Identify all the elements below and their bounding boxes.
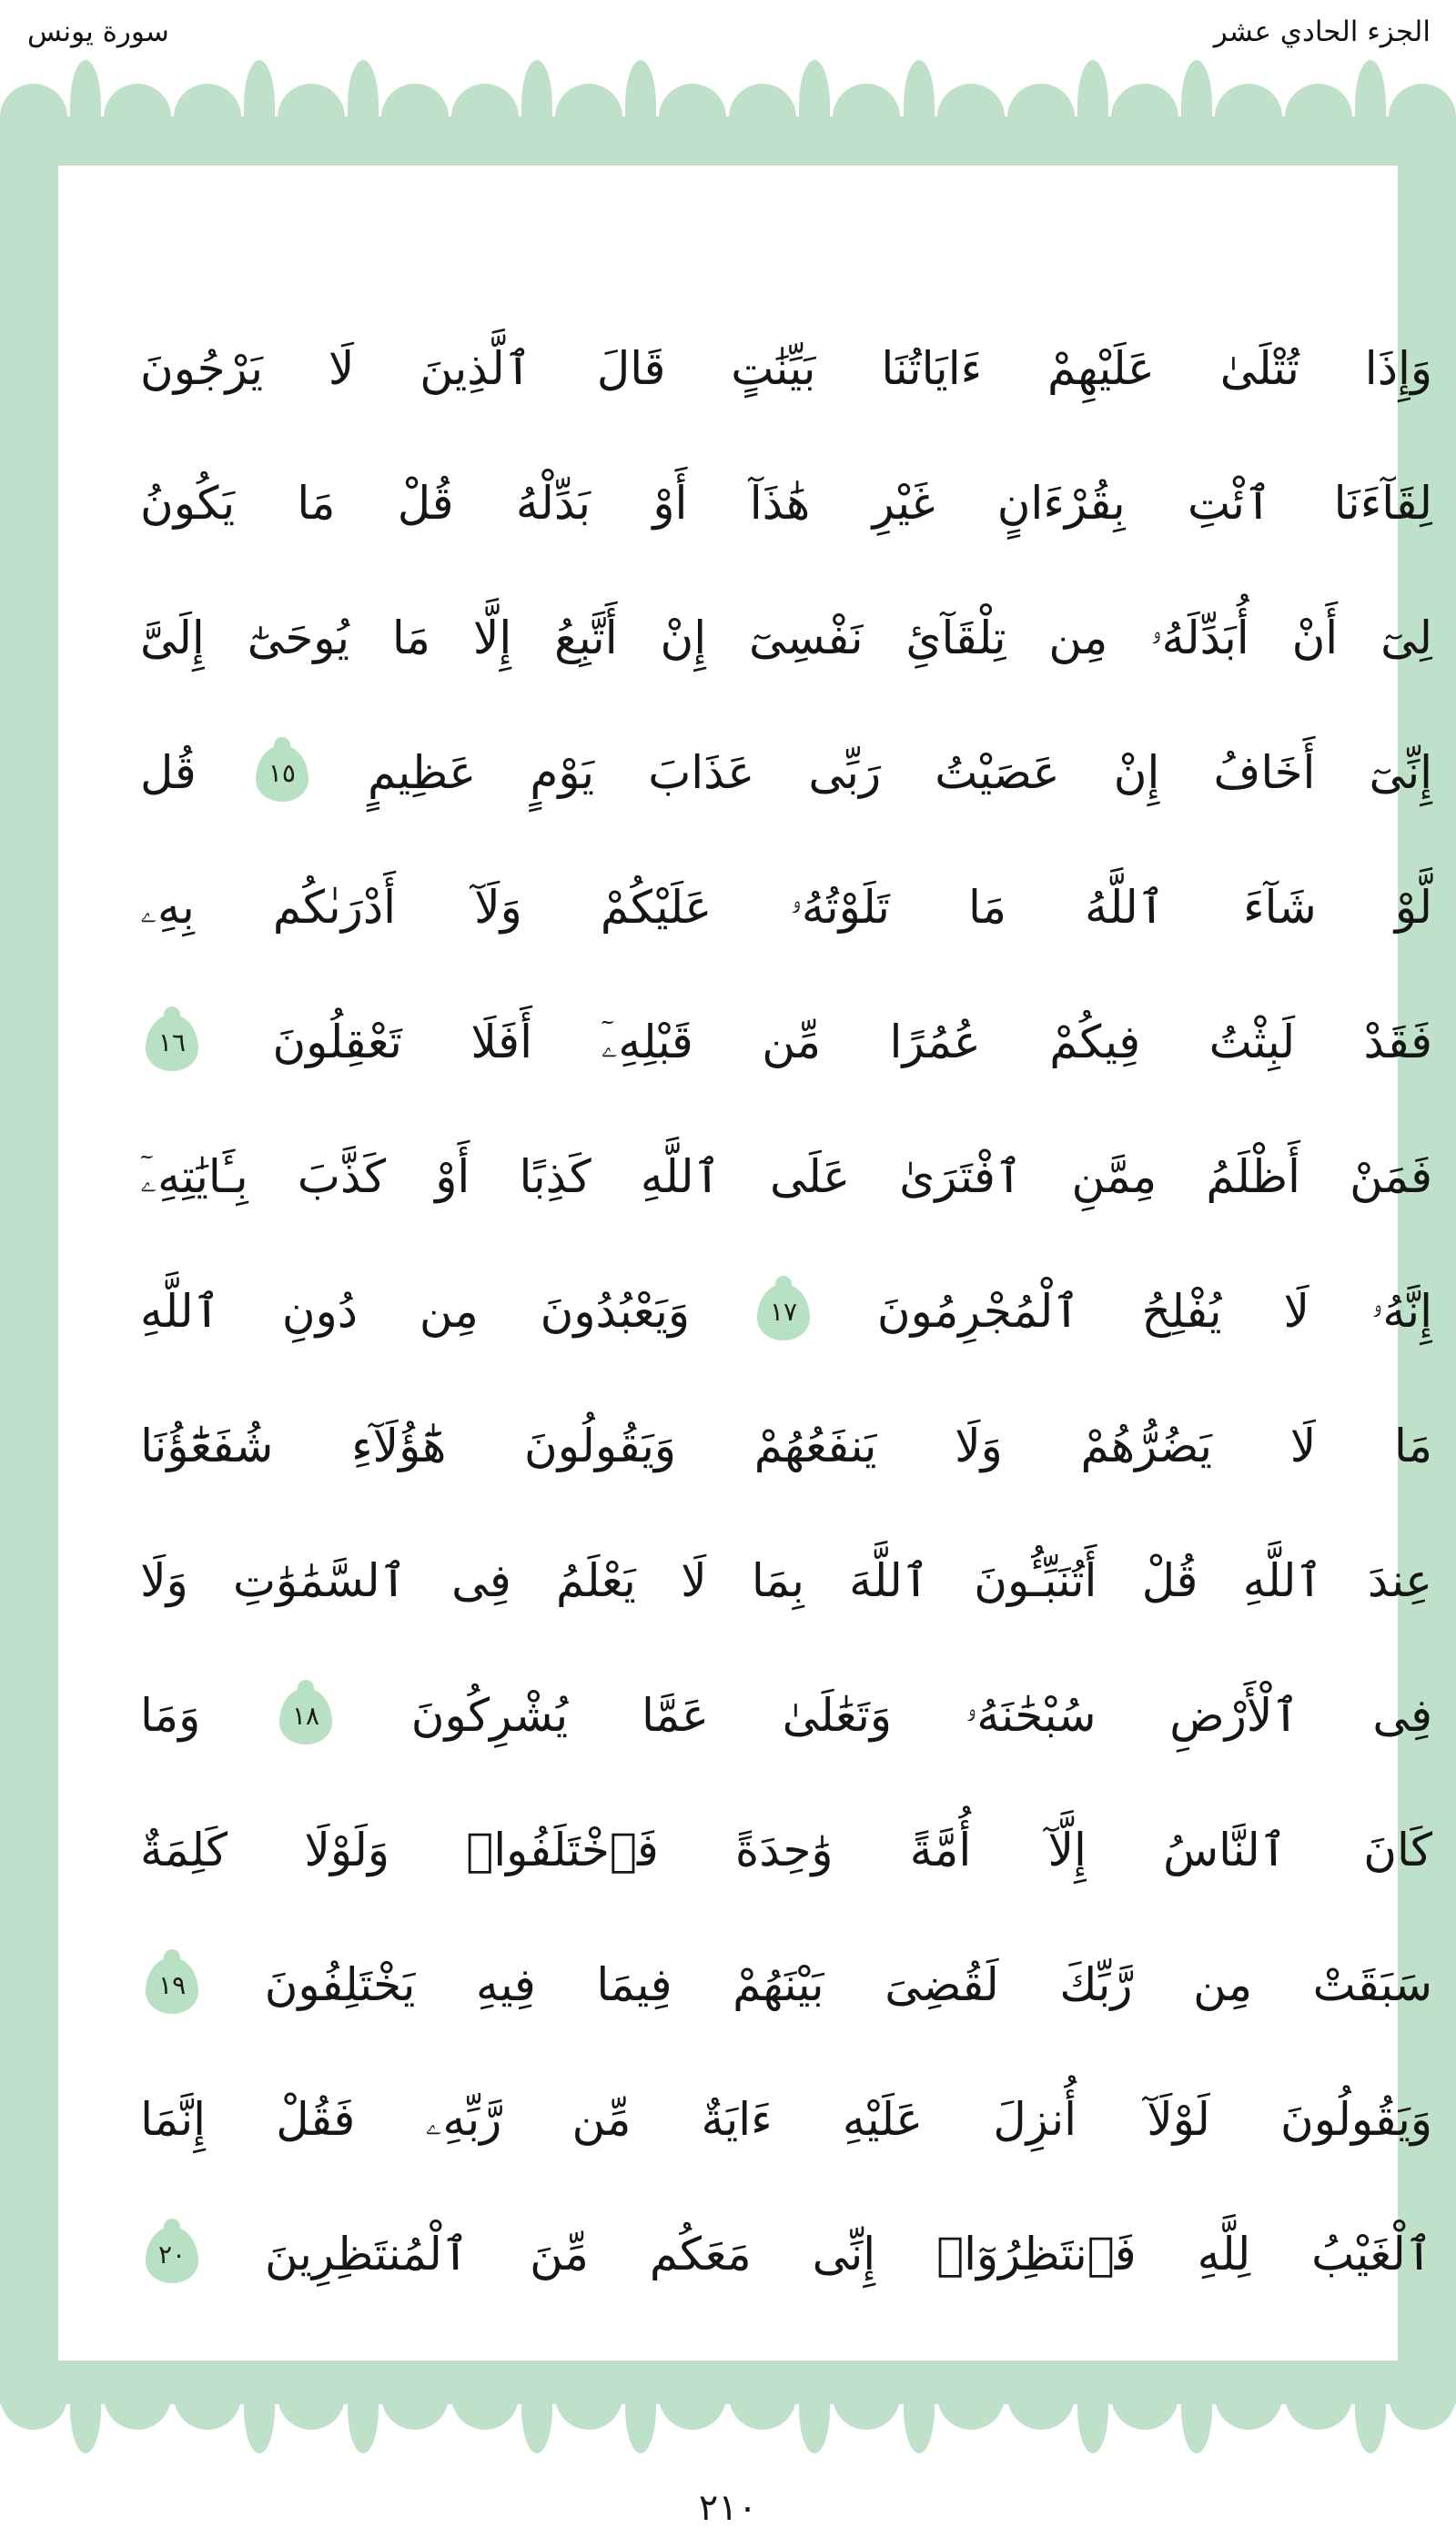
quran-word: فَمَنْ xyxy=(1350,1150,1432,1204)
quran-word: إِلَّا xyxy=(472,612,512,665)
quran-word: إِنِّىٓ xyxy=(1369,746,1432,800)
quran-word: بِـَٔايَٰتِهِۦٓ xyxy=(140,1150,248,1204)
quran-word: ٱلْمُنتَظِرِينَ xyxy=(264,2228,470,2281)
quran-word: ٱلَّذِينَ xyxy=(420,342,532,396)
quran-word: هَٰذَآ xyxy=(749,477,811,531)
quran-line xyxy=(140,2188,1432,2322)
quran-line xyxy=(140,437,1432,571)
quran-word: ٱلْغَيْبُ xyxy=(1311,2228,1432,2281)
quran-word: كَذَّبَ xyxy=(297,1150,387,1204)
quran-word: إِنَّهُۥ xyxy=(1370,1285,1432,1339)
quran-line xyxy=(140,1918,1432,2053)
quran-line xyxy=(140,1380,1432,1514)
quran-word: وَٰحِدَةً xyxy=(735,1824,834,1877)
quran-line xyxy=(140,841,1432,976)
quran-word: بِمَا xyxy=(751,1554,804,1608)
quran-word: تُتْلَىٰ xyxy=(1219,342,1299,396)
quran-word: كَلِمَةٌ xyxy=(140,1824,228,1877)
quran-word: مِّنَ xyxy=(530,2228,589,2281)
page-number: ٢١٠ xyxy=(698,2487,758,2529)
quran-word: فَٱخْتَلَفُوا۟ xyxy=(466,1824,659,1877)
quran-word: أَفَلَا xyxy=(470,1016,532,1069)
quran-word: شُفَعَٰٓؤُنَا xyxy=(140,1420,274,1473)
ayah-number-marker: ١٨ xyxy=(279,1688,332,1744)
quran-word: تِلْقَآئِ xyxy=(905,612,1006,665)
quran-word: مَعَكُم xyxy=(649,2228,752,2281)
quran-word: أَتُنَبِّـُٔونَ xyxy=(974,1554,1097,1608)
quran-word: ٱللَّهِ xyxy=(640,1150,721,1204)
quran-word: بِقُرْءَانٍ xyxy=(996,477,1126,531)
quran-word: هَٰٓؤُلَآءِ xyxy=(351,1420,447,1473)
quran-word: ٱلْأَرْضِ xyxy=(1169,1689,1299,1743)
quran-word: يَكُونُ xyxy=(140,477,236,531)
quran-word: فَقَدْ xyxy=(1363,1016,1432,1069)
quran-word: بِهِۦ xyxy=(140,881,195,935)
quran-word: وَيَقُولُونَ xyxy=(1280,2093,1432,2147)
quran-line xyxy=(140,571,1432,706)
quran-line-text xyxy=(140,882,1432,935)
ornamental-page-frame xyxy=(0,56,1456,2457)
quran-word: سَبَقَتْ xyxy=(1312,1958,1432,2012)
quran-word: لِقَآءَنَا xyxy=(1333,477,1432,531)
quran-line-text xyxy=(140,1015,1432,1071)
quran-word: مِّن xyxy=(762,1016,822,1069)
quran-word: يَنفَعُهُمْ xyxy=(753,1420,877,1473)
scallop-tip xyxy=(244,60,275,124)
quran-word: وَيَقُولُونَ xyxy=(524,1420,676,1473)
quran-word: قَبْلِهِۦٓ xyxy=(601,1016,693,1069)
quran-word: رَبِّى xyxy=(808,746,882,800)
quran-line xyxy=(140,1110,1432,1245)
quran-word: ٱللَّهُ xyxy=(1085,881,1166,935)
quran-word: عَلَيْكُمْ xyxy=(600,881,713,935)
quran-line-text xyxy=(140,1284,1432,1340)
quran-word: أَظْلَمُ xyxy=(1206,1150,1300,1204)
quran-word: عَذَابَ xyxy=(648,746,755,800)
quran-word: أَوْ xyxy=(435,1150,470,1204)
quran-word: إِنِّى xyxy=(812,2228,876,2281)
quran-word: عِندَ xyxy=(1367,1554,1432,1608)
quran-word: غَيْرِ xyxy=(872,477,935,531)
quran-word: تَلَوْتُهُۥ xyxy=(790,881,890,935)
quran-word: يُشْرِكُونَ xyxy=(410,1689,569,1743)
quran-word: فِى xyxy=(1372,1689,1432,1743)
quran-word: وَلَآ xyxy=(474,881,522,935)
quran-word: لَقُضِىَ xyxy=(885,1958,999,2012)
quran-word: يُوحَىٰٓ xyxy=(247,612,350,665)
quran-line-text xyxy=(140,1688,1432,1744)
quran-line xyxy=(140,1649,1432,1784)
quran-line-text xyxy=(140,1825,1432,1877)
ayah-number-marker: ١٩ xyxy=(146,1957,198,2014)
quran-word: فِيهِ xyxy=(476,1958,536,2012)
scallop-tip xyxy=(904,60,935,124)
quran-word: وَلَا xyxy=(955,1420,1003,1473)
quran-word: أَنْ xyxy=(1291,612,1339,665)
quran-word: لَبِثْتُ xyxy=(1208,1016,1296,1069)
quran-word: أُبَدِّلَهُۥ xyxy=(1150,612,1249,665)
quran-word: لَوْلَآ xyxy=(1147,2093,1210,2147)
quran-word: ءَايَةٌ xyxy=(701,2093,773,2147)
quran-word: أُنزِلَ xyxy=(993,2093,1077,2147)
ayah-number-marker: ١٦ xyxy=(146,1015,198,1071)
quran-word: رَّبِّكَ xyxy=(1059,1958,1133,2012)
quran-word: ٱلْمُجْرِمُونَ xyxy=(876,1285,1080,1339)
quran-word: قُلْ xyxy=(397,477,454,531)
quran-line-text xyxy=(140,478,1432,531)
quran-word: فَقُلْ xyxy=(276,2093,356,2147)
quran-word: فِيكُمْ xyxy=(1049,1016,1141,1069)
quran-word: قُلْ xyxy=(1141,1554,1198,1608)
quran-word: مِن xyxy=(1048,612,1108,665)
scallop-tip xyxy=(70,60,101,124)
quran-word: إِنْ xyxy=(660,612,707,665)
quran-line xyxy=(140,2053,1432,2188)
quran-word: مِّن xyxy=(571,2093,632,2147)
scallop-border-top xyxy=(0,56,1456,124)
quran-word: إِنْ xyxy=(1113,746,1160,800)
quran-line xyxy=(140,1245,1432,1380)
scallop-tip xyxy=(521,60,552,124)
quran-word: سُبْحَٰنَهُۥ xyxy=(965,1689,1097,1743)
quran-word: يُفْلِحُ xyxy=(1141,1285,1222,1339)
quran-word: عَمَّا xyxy=(641,1689,709,1743)
quran-word: عَلَى xyxy=(769,1150,851,1204)
quran-word: فَٱنتَظِرُوٓا۟ xyxy=(936,2228,1137,2281)
quran-line-text xyxy=(140,2094,1432,2147)
quran-word: ٱلسَّمَٰوَٰتِ xyxy=(232,1554,407,1608)
quran-word: بَيْنَهُمْ xyxy=(733,1958,824,2012)
quran-word: فِى xyxy=(451,1554,511,1608)
quran-word: يَوْمٍ xyxy=(530,746,595,800)
quran-word: مِمَّنِ xyxy=(1071,1150,1158,1204)
quran-word: إِلَّآ xyxy=(1047,1824,1087,1877)
quran-word: كَانَ xyxy=(1363,1824,1432,1877)
quran-word: أَدْرَىٰكُم xyxy=(272,881,397,935)
quran-word: فِيمَا xyxy=(596,1958,672,2012)
scallop-tip xyxy=(799,60,830,124)
quran-word: أَتَّبِعُ xyxy=(554,612,618,665)
quran-word: تَعْقِلُونَ xyxy=(272,1016,402,1069)
quran-word: لَّوْ xyxy=(1394,881,1432,935)
scallop-tip xyxy=(625,60,656,124)
quran-word: مَا xyxy=(1393,1420,1432,1473)
scallop-tip xyxy=(1181,60,1212,124)
quran-word: مَا xyxy=(297,477,336,531)
quran-word: وَمَا xyxy=(140,1689,201,1743)
quran-word: لَا xyxy=(1289,1420,1317,1473)
quran-line-text xyxy=(140,1151,1432,1204)
quran-line xyxy=(140,976,1432,1110)
quran-word: مِن xyxy=(1193,1958,1253,2012)
quran-word: وَلَوْلَا xyxy=(304,1824,390,1877)
quran-word: أُمَّةً xyxy=(909,1824,972,1877)
quran-word: لِىٓ xyxy=(1380,612,1432,665)
quran-word: بَدِّلْهُ xyxy=(515,477,592,531)
quran-line xyxy=(140,302,1432,437)
scallop-tip xyxy=(348,60,379,124)
quran-word: لَا xyxy=(328,342,355,396)
quran-word: مَا xyxy=(391,612,430,665)
quran-word: بَيِّنَٰتٍ xyxy=(731,342,816,396)
quran-word: شَآءَ xyxy=(1243,881,1317,935)
quran-word: ٱئْتِ xyxy=(1187,477,1272,531)
quran-word: ٱللَّهَ xyxy=(849,1554,930,1608)
quran-word: لَا xyxy=(1283,1285,1309,1339)
quran-line xyxy=(140,706,1432,841)
scallop-tip xyxy=(1355,60,1386,124)
quran-word: مَا xyxy=(968,881,1007,935)
quran-word: إِنَّمَا xyxy=(140,2093,207,2147)
quran-word: عَظِيمٍ xyxy=(368,746,477,800)
quran-line-text xyxy=(140,612,1432,665)
quran-word: يَرْجُونَ xyxy=(140,342,263,396)
quran-word: لَا xyxy=(681,1554,707,1608)
quran-line-text xyxy=(140,343,1432,396)
scallop-tip xyxy=(1077,60,1108,124)
page-header xyxy=(0,0,1456,60)
quran-word: ٱللَّهِ xyxy=(140,1285,220,1339)
quran-word: رَّبِّهِۦ xyxy=(425,2093,502,2147)
quran-line-text xyxy=(140,1421,1432,1473)
quran-word: دُونِ xyxy=(281,1285,358,1339)
quran-word: قَالَ xyxy=(596,342,666,396)
quran-text-page xyxy=(58,166,1432,2361)
quran-line-text xyxy=(140,1555,1432,1608)
quran-line xyxy=(140,1514,1432,1649)
quran-line xyxy=(140,1784,1432,1918)
quran-word: مِن xyxy=(419,1285,479,1339)
quran-word: وَتَعَٰلَىٰ xyxy=(782,1689,893,1743)
quran-line-text xyxy=(140,1957,1432,2014)
quran-word: نَفْسِىٓ xyxy=(749,612,864,665)
quran-word: يَخْتَلِفُونَ xyxy=(264,1958,416,2012)
quran-word: إِلَىَّ xyxy=(140,612,205,665)
quran-word: عَلَيْهِمْ xyxy=(1047,342,1155,396)
quran-word: يَعْلَمُ xyxy=(555,1554,636,1608)
quran-word: وَإِذَا xyxy=(1364,342,1432,396)
quran-line-text xyxy=(140,2227,1432,2283)
quran-word: ءَايَاتُنَا xyxy=(881,342,983,396)
quran-word: وَلَا xyxy=(140,1554,188,1608)
ayah-number-marker: ١٥ xyxy=(256,745,308,802)
juz-label: الجزء الحادي عشر xyxy=(1213,15,1431,48)
quran-word: عُمُرًا xyxy=(889,1016,981,1069)
ayah-number-marker: ١٧ xyxy=(757,1284,810,1340)
quran-word: لِلَّهِ xyxy=(1197,2228,1251,2281)
quran-verses-container xyxy=(140,302,1432,2450)
quran-word: يَضُرُّهُمْ xyxy=(1080,1420,1213,1473)
quran-word: وَيَعْبُدُونَ xyxy=(540,1285,691,1339)
quran-word: ٱلنَّاسُ xyxy=(1163,1824,1287,1877)
quran-word: ٱللَّهِ xyxy=(1242,1554,1323,1608)
quran-word: كَذِبًا xyxy=(519,1150,592,1204)
quran-word: عَصَيْتُ xyxy=(935,746,1060,800)
quran-word: أَخَافُ xyxy=(1213,746,1316,800)
surah-label: سورة يونس xyxy=(27,15,169,48)
quran-word: ٱفْتَرَىٰ xyxy=(899,1150,1023,1204)
quran-word: أَوْ xyxy=(652,477,688,531)
quran-word: عَلَيْهِ xyxy=(842,2093,924,2147)
quran-line-text xyxy=(140,745,1432,802)
quran-word: قُل xyxy=(140,746,197,800)
ayah-number-marker: ٢٠ xyxy=(146,2227,198,2283)
